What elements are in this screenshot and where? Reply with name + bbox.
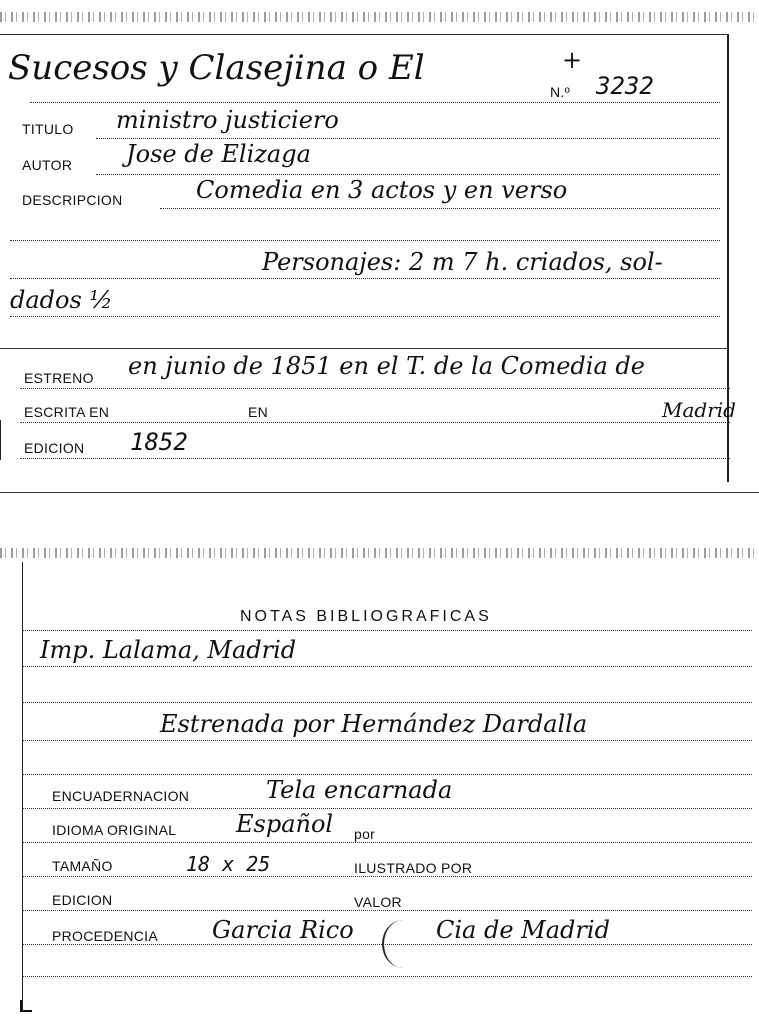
rule <box>22 808 752 809</box>
catalog-card-top <box>0 0 759 494</box>
rule <box>22 976 752 977</box>
idioma-value: Español <box>236 810 334 838</box>
autor-label: AUTOR <box>22 157 73 173</box>
rule <box>10 240 720 241</box>
card-top-edge <box>0 12 759 22</box>
rule <box>22 876 752 877</box>
rule <box>0 348 728 349</box>
edicion-value: 1852 <box>130 428 188 456</box>
rule <box>22 774 752 775</box>
rule <box>20 458 730 459</box>
cross-mark: + <box>562 46 583 74</box>
titulo-value: ministro justiciero <box>116 106 339 134</box>
corner-mark <box>20 1000 32 1012</box>
rule <box>30 102 720 103</box>
descripcion-value: Comedia en 3 actos y en verso <box>196 176 568 204</box>
procedencia-value: Garcia Rico <box>212 916 354 944</box>
estreno-value: en junio de 1851 en el T. de la Comedia de <box>128 352 645 380</box>
rule <box>160 208 720 209</box>
rule <box>22 740 752 741</box>
catalog-number-label: N.º <box>550 84 571 100</box>
edicion-label: EDICION <box>24 440 85 456</box>
card-top-edge <box>0 548 759 558</box>
rule <box>20 422 730 423</box>
descripcion-label: DESCRIPCION <box>22 192 123 208</box>
card-bottom-edge <box>0 492 759 493</box>
personajes-line-2: dados ½ <box>10 286 113 314</box>
titulo-label: TITULO <box>22 121 74 137</box>
tamano-label: TAMAÑO <box>52 858 113 874</box>
personajes-line: Personajes: 2 m 7 h. criados, sol- <box>262 248 663 276</box>
rule <box>10 278 720 279</box>
valor-label: VALOR <box>354 894 402 910</box>
encuadernacion-label: ENCUADERNACION <box>52 788 190 804</box>
ilustrado-label: ILUSTRADO POR <box>354 860 473 876</box>
rule <box>22 666 752 667</box>
estreno-label: ESTRENO <box>24 370 94 386</box>
tamano-value: 18 x 25 <box>186 852 271 876</box>
autor-value: Jose de Elizaga <box>126 140 311 168</box>
en-label: EN <box>248 404 269 420</box>
rule <box>22 910 752 911</box>
rule <box>22 842 752 843</box>
catalog-card-bottom <box>0 542 759 1028</box>
rule <box>10 316 720 317</box>
escrita-extra: Madrid <box>662 398 736 422</box>
catalog-number: 3232 <box>596 72 654 100</box>
procedencia-label: PROCEDENCIA <box>52 928 158 944</box>
note-estrenada: Estrenada por Hernández Dardalla <box>160 710 588 738</box>
top-border <box>0 34 728 35</box>
encuadernacion-value: Tela encarnada <box>266 776 453 804</box>
rule <box>96 138 720 139</box>
idioma-label: IDIOMA ORIGINAL <box>52 822 177 838</box>
rule <box>22 944 752 945</box>
note-imprint: Imp. Lalama, Madrid <box>40 636 297 664</box>
rule <box>22 702 752 703</box>
notas-heading: NOTAS BIBLIOGRAFICAS <box>240 608 492 625</box>
rule <box>20 388 730 389</box>
rule <box>22 630 752 631</box>
handwritten-title-line: Sucesos y Clasejina o El <box>8 48 425 88</box>
edicion-label-bottom: EDICION <box>52 892 113 908</box>
escrita-label: ESCRITA EN <box>24 404 110 420</box>
procedencia-value-2: Cia de Madrid <box>436 916 610 944</box>
rule <box>96 174 720 175</box>
por-label: por <box>354 826 376 842</box>
left-border-mark <box>0 420 1 460</box>
